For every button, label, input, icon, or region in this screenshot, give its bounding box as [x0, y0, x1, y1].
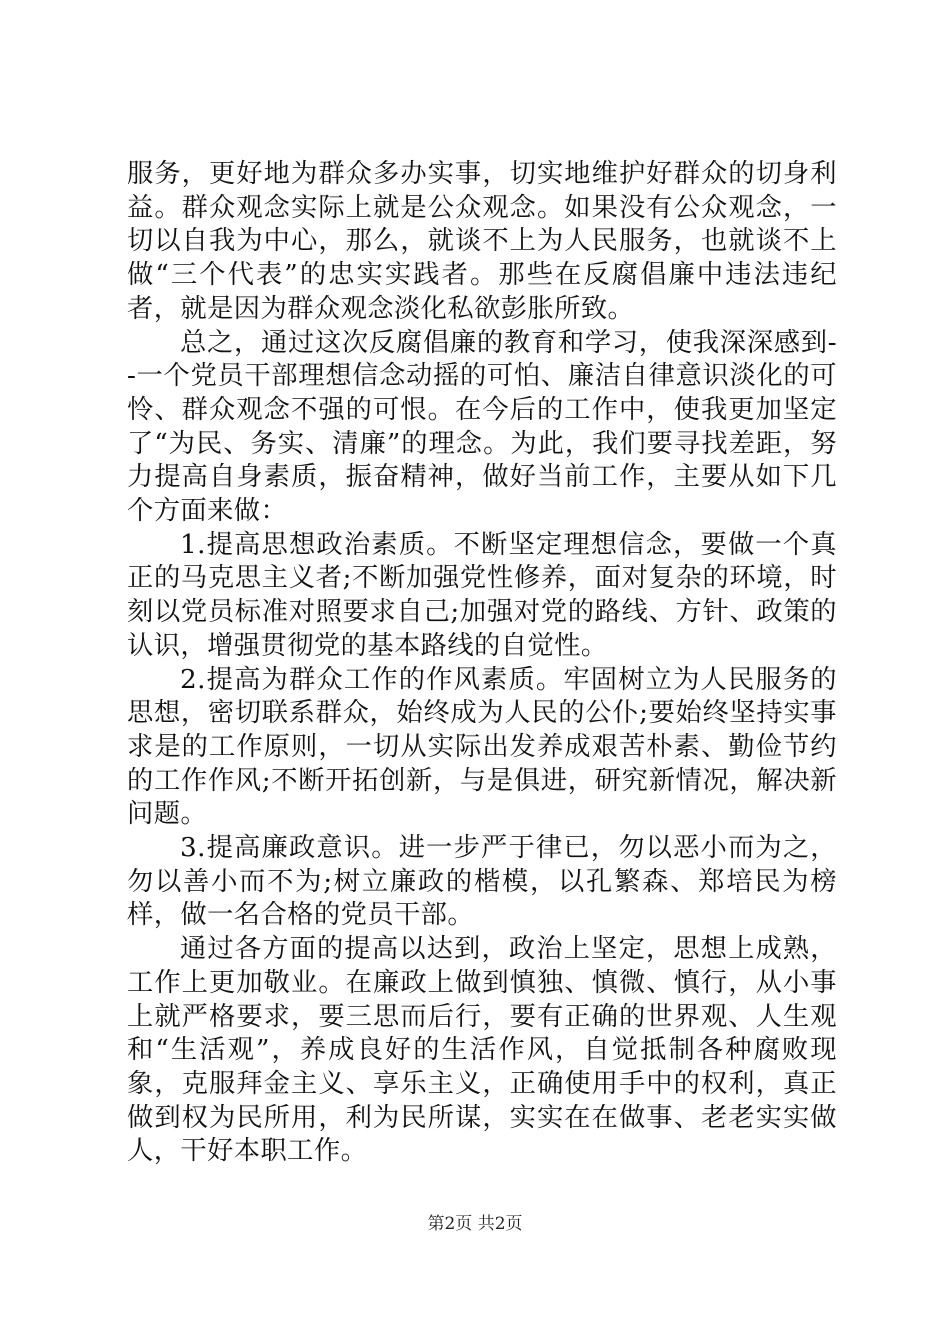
paragraph-summary: 总之，通过这次反腐倡廉的教育和学习，使我深深感到--一个党员干部理想信念动摇的可怕、廉洁自律意识淡化的可怜、群众观念不强的可恨。在今后的工作中，使我更加坚定了“为民、务实、清廉”的理念。为此，我们要寻找差距，努力提高自身素质，振奋精神，做好当前工作，主要从如下几个方面来做：	[127, 327, 837, 527]
paragraph-point-1: 1.提高思想政治素质。不断坚定理想信念，要做一个真正的马克思主义者;不断加强党性修养，面对复杂的环境，时刻以党员标准对照要求自己;加强对党的路线、方针、政策的认识，增强贯彻党的基本路线的自觉性。	[127, 529, 837, 661]
page-number-footer: 第2页 共2页	[427, 1214, 523, 1234]
paragraph-point-2: 2.提高为群众工作的作风素质。牢固树立为人民服务的思想，密切联系群众，始终成为人民的公仆;要始终坚持实事求是的工作原则，一切从实际出发养成艰苦朴素、勤俭节约的工作作风;不断开拓创新，与是俱进，研究新情况，解决新问题。	[127, 664, 837, 830]
paragraph-conclusion: 通过各方面的提高以达到，政治上坚定，思想上成熟，工作上更加敬业。在廉政上做到慎独、慎微、慎行，从小事上就严格要求，要三思而后行，要有正确的世界观、人生观和“生活观”，养成良好的生活作风，自觉抵制各种腐败现象，克服拜金主义、享乐主义，正确使用手中的权利，真正做到权为民所用，利为民所谋，实实在在做事、老老实实做人，干好本职工作。	[127, 934, 837, 1167]
document-body	[127, 158, 837, 1169]
paragraph-point-3: 3.提高廉政意识。进一步严于律已，勿以恶小而为之，勿以善小而不为;树立廉政的楷模，以孔繁森、郑培民为榜样，做一名合格的党员干部。	[127, 833, 837, 931]
paragraph-continuation: 服务，更好地为群众多办实事，切实地维护好群众的切身利益。群众观念实际上就是公众观念。如果没有公众观念，一切以自我为中心，那么，就谈不上为人民服务，也就谈不上做“三个代表”的忠实实践者。那些在反腐倡廉中违法违纪者，就是因为群众观念淡化私欲彭胀所致。	[127, 159, 837, 324]
